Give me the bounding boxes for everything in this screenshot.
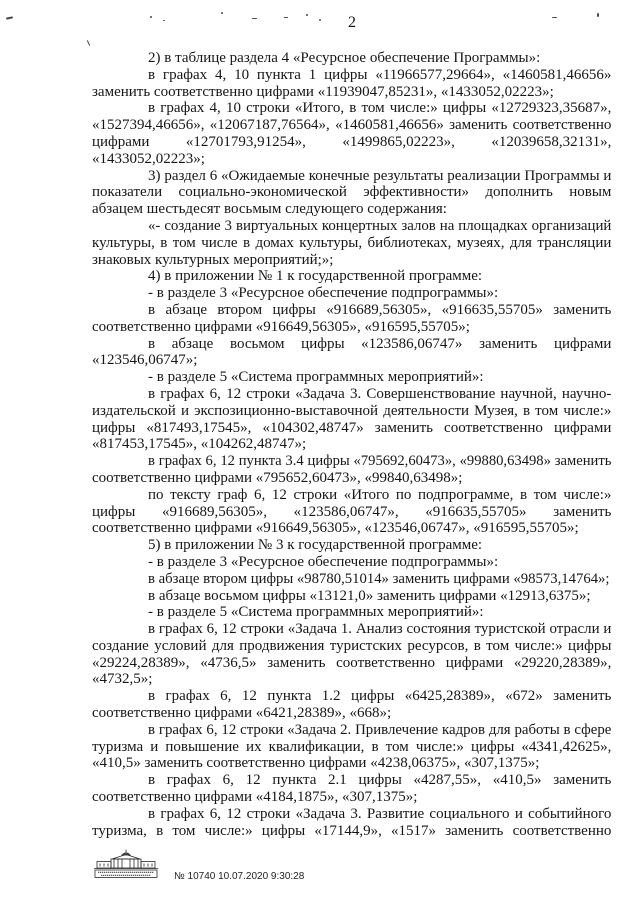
text-line: соответственно цифрами «916649,56305», «916595,55705»;: [92, 318, 470, 335]
text-line: в графах 6, 12 пункта 2.1 цифры «4287,55», «410,5» заменить: [148, 772, 612, 789]
text-line: абзацем шестьдесят восьмым следующего содержания:: [92, 201, 447, 218]
text-line: показатели социально-экономической эффективности» дополнить новым: [92, 184, 612, 201]
paragraph: [92, 772, 612, 806]
paragraph: [92, 487, 612, 537]
text-line: 3) раздел 6 «Ожидаемые конечные результаты реализации Программы и: [148, 167, 612, 184]
paragraph: [92, 453, 612, 487]
registration-stamp-text: № 10740 10.07.2020 9:30:28: [174, 871, 305, 882]
paragraph: [92, 604, 612, 621]
paragraph: [92, 218, 612, 268]
text-line: соответственно цифрами «795652,60473», «99840,63498»;: [92, 469, 463, 486]
text-line: соответственно цифрами «916649,56305», «123546,06747», «916595,55705»;: [92, 520, 579, 537]
paragraph: [92, 537, 612, 554]
text-line: в абзаце втором цифры «916689,56305», «916635,55705» заменить: [148, 301, 612, 318]
paragraph: [92, 100, 612, 167]
text-line: «1527394,46656», «12067187,76564», «1460581,46656» заменить соответственно: [92, 117, 612, 134]
paragraph: [92, 369, 612, 386]
text-line: издательской и экспозиционно-выставочной деятельности Музея, в том числе:»: [92, 402, 612, 419]
paragraph: [92, 571, 612, 588]
text-line: 4) в приложении № 1 к государственной программе:: [148, 268, 483, 285]
paragraph: [92, 722, 612, 772]
text-line: культуры, в том числе в домах культуры, библиотеках, музеях, для трансляции: [92, 234, 612, 251]
text-line: цифрами «12701793,91254», «1499865,02223», «12039658,32131»,: [92, 133, 612, 150]
paragraph: [92, 336, 612, 370]
text-line: в графах 6, 12 строки «Задача 2. Привлечение кадров для работы в сфере: [148, 721, 612, 738]
text-line: создание условий для продвижения туристских ресурсов, в том числе:» цифры: [92, 637, 612, 654]
paragraph: [92, 50, 612, 67]
text-line: в графах 6, 12 пункта 1.2 цифры «6425,28389», «672» заменить: [148, 688, 612, 705]
paragraph: [92, 554, 612, 571]
text-line: по тексту граф 6, 12 строки «Итого по подпрограмме, в том числе:»: [148, 486, 612, 503]
text-line: 2) в таблице раздела 4 «Ресурсное обеспечение Программы»:: [148, 50, 541, 66]
text-line: в графах 6, 12 строки «Задача 3. Совершенствование научной, научно-: [148, 385, 612, 402]
paragraph: [92, 268, 612, 285]
paragraph: [92, 621, 612, 688]
text-line: цифры «817493,17545», «104302,48747» заменить соответственно цифрами: [92, 419, 612, 436]
text-line: - в разделе 5 «Система программных мероприятий»:: [148, 369, 484, 386]
text-line: знаковых культурных мероприятий;»;: [92, 251, 334, 268]
text-line: в графах 6, 12 строки «Задача 3. Развитие социального и событийного: [148, 805, 612, 822]
text-line: цифры «916689,56305», «123586,06747», «916635,55705» заменить: [92, 503, 612, 520]
scan-speck: [6, 16, 13, 19]
text-line: в абзаце восьмом цифры «13121,0» заменить цифрами «12913,6375»;: [148, 587, 591, 604]
paragraph: [92, 688, 612, 722]
text-line: 5) в приложении № 3 к государственной программе:: [148, 537, 483, 554]
text-line: - в разделе 3 «Ресурсное обеспечение подпрограммы»:: [148, 285, 499, 302]
text-line: заменить соответственно цифрами «11939047,85231», «1433052,02223»;: [92, 83, 554, 100]
text-line: «1433052,02223»;: [92, 150, 205, 167]
text-line: «123546,06747»;: [92, 352, 198, 369]
text-line: «817453,17545», «104262,48747»;: [92, 436, 307, 453]
text-line: «410,5» заменить соответственно цифрами «4238,06375», «307,1375»;: [92, 755, 540, 772]
text-line: в графах 4, 10 пункта 1 цифры «11966577,29664», «1460581,46656»: [148, 66, 612, 83]
page-number: 2: [348, 14, 356, 31]
text-line: в графах 6, 12 пункта 3.4 цифры «795692,60473», «99880,63498» заменить: [148, 453, 612, 470]
text-line: «29224,28389», «4736,5» заменить соответственно цифрами «29220,28389»,: [92, 654, 612, 671]
paragraph: [92, 168, 612, 218]
text-line: туризма и повышение их квалификации, в том числе:» цифры «4341,42625»,: [92, 738, 612, 755]
paragraph: [92, 302, 612, 336]
document-body: [92, 50, 612, 839]
scan-speck: [87, 40, 90, 46]
paragraph: [92, 806, 612, 840]
building-logo-icon: [91, 849, 161, 879]
paragraph: [92, 386, 612, 453]
paragraph: [92, 285, 612, 302]
text-line: соответственно цифрами «4184,1875», «307,1375»;: [92, 789, 418, 806]
text-line: «4732,5»;: [92, 671, 153, 688]
text-line: - в разделе 3 «Ресурсное обеспечение подпрограммы»:: [148, 553, 499, 570]
text-line: «- создание 3 виртуальных концертных залов на площадках организаций: [148, 217, 612, 234]
text-line: туризма, в том числе:» цифры «17144,9», «1517» заменить соответственно: [92, 822, 612, 839]
text-line: в графах 6, 12 строки «Задача 1. Анализ состояния туристской отрасли и: [148, 621, 612, 638]
paragraph: [92, 588, 612, 605]
paragraph: [92, 67, 612, 101]
text-line: в абзаце восьмом цифры «123586,06747» заменить цифрами: [148, 335, 612, 352]
text-line: - в разделе 5 «Система программных мероприятий»:: [148, 604, 484, 621]
text-line: в абзаце втором цифры «98780,51014» заменить цифрами «98573,14764»;: [148, 570, 610, 587]
text-line: соответственно цифрами «6421,28389», «668»;: [92, 705, 392, 722]
text-line: в графах 4, 10 строки «Итого, в том числе:» цифры «12729323,35687»,: [148, 100, 612, 117]
